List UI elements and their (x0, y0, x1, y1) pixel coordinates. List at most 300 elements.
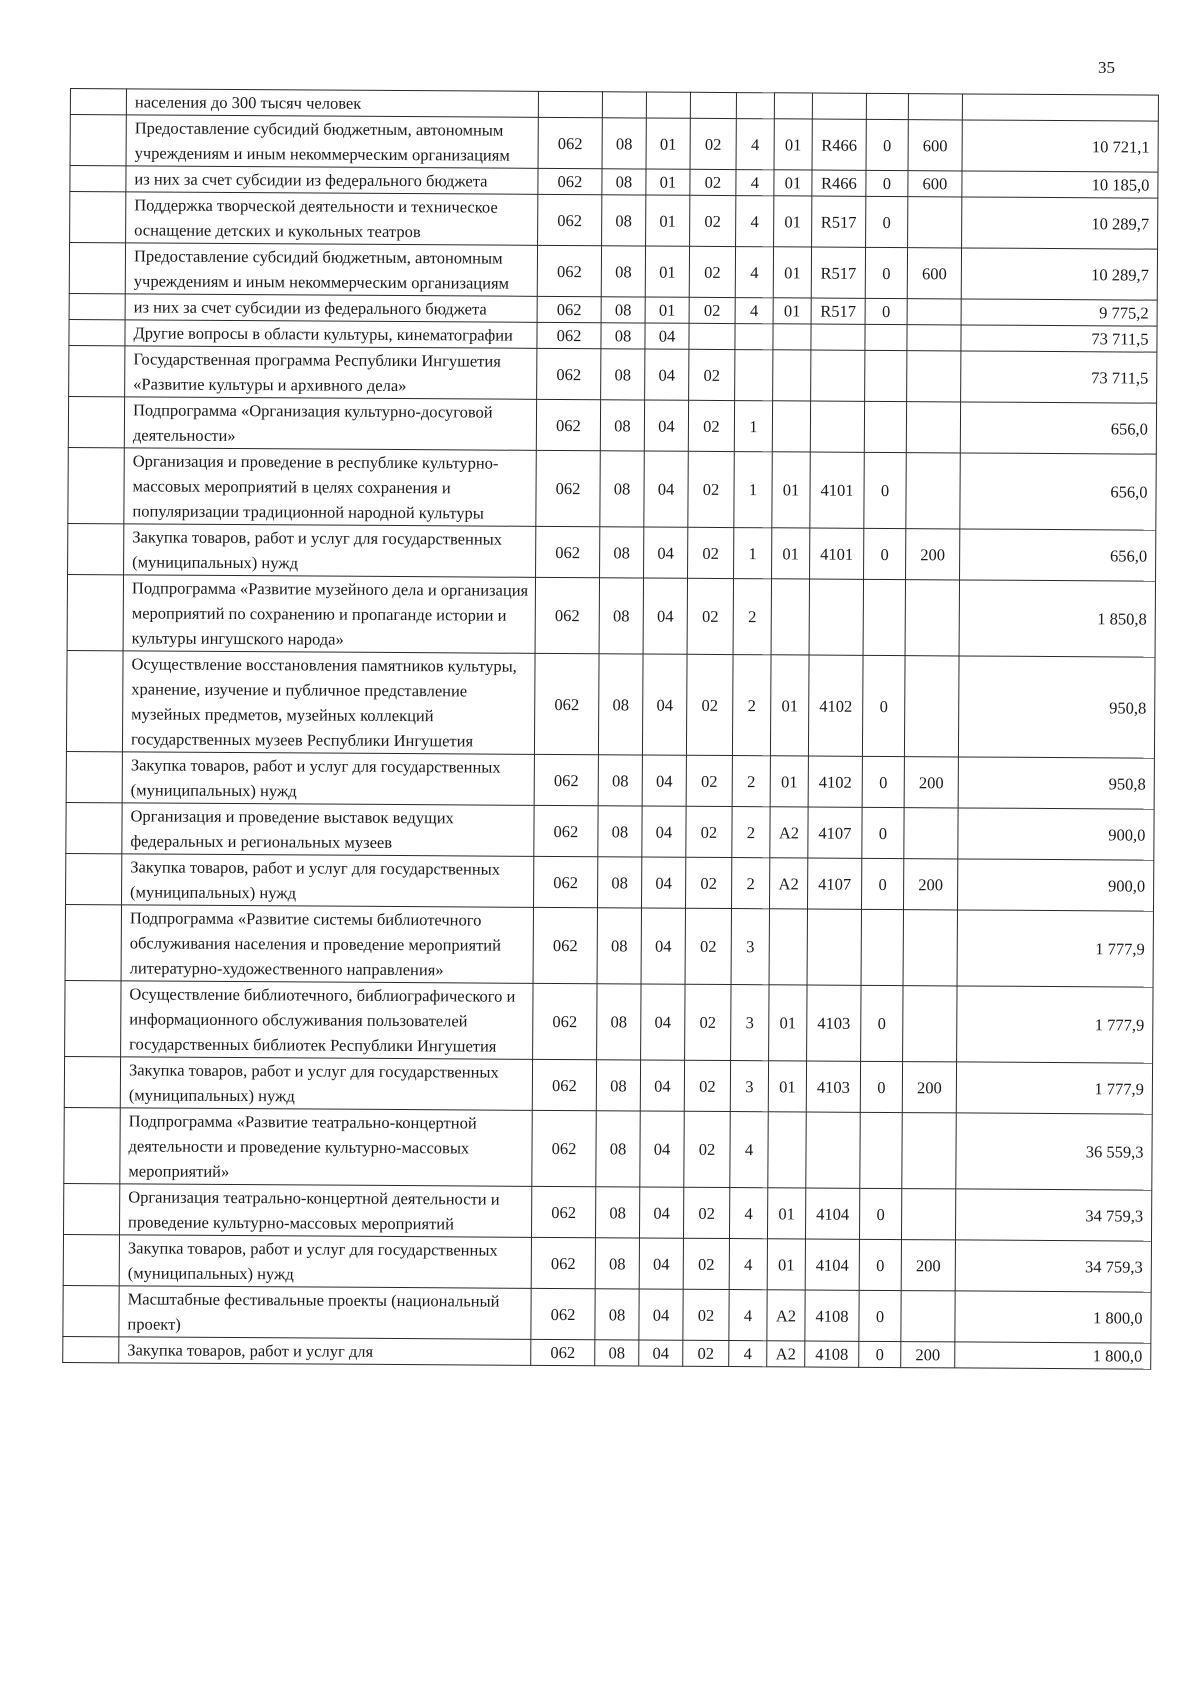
ministry-code-cell: 062 (536, 450, 600, 526)
ministry-code-cell: 062 (532, 1059, 596, 1110)
subsection-code-cell: 04 (641, 908, 685, 984)
expense-suffix-code-cell: 0 (861, 985, 903, 1061)
item-name-cell: Закупка товаров, работ и услуг для (119, 1337, 531, 1366)
section-code-cell: 08 (600, 527, 644, 578)
subprogram-code-cell: 4 (729, 1188, 767, 1239)
activity-code-cell: А2 (767, 1341, 805, 1367)
subsection-code-cell: 04 (640, 1111, 684, 1187)
subprogram-code-cell: 2 (731, 858, 769, 909)
subsection-code-cell: 04 (641, 984, 685, 1060)
table-row (66, 751, 1154, 809)
section-code-cell: 08 (601, 297, 645, 323)
ministry-code-cell: 062 (537, 348, 601, 399)
activity-code-cell: 01 (768, 1061, 806, 1112)
subprogram-code-cell (735, 324, 773, 350)
table-row (68, 447, 1156, 530)
subsection-code-cell: 04 (642, 857, 686, 908)
row-number-cell (69, 345, 125, 396)
table-row (66, 802, 1154, 860)
subsection-code-cell: 01 (646, 118, 690, 169)
expense-suffix-code-cell: 0 (859, 1188, 901, 1239)
expense-direction-code-cell: 4108 (805, 1341, 859, 1367)
row-number-cell (70, 192, 126, 243)
table-row (63, 1183, 1151, 1241)
subsection-code-cell: 04 (645, 323, 689, 349)
activity-code-cell: 01 (770, 756, 808, 807)
section-code-cell: 08 (598, 857, 642, 908)
activity-code-cell: 01 (767, 1188, 805, 1239)
item-name-cell: Закупка товаров, работ и услуг для государственных (муниципальных) нужд (122, 752, 534, 806)
row-number-cell (67, 574, 123, 650)
row-number-cell (68, 523, 124, 574)
program-code-cell: 02 (683, 1238, 729, 1289)
subsection-code-cell (646, 92, 690, 118)
section-code-cell: 08 (597, 908, 641, 984)
table-row (63, 1285, 1151, 1343)
budget-table (62, 88, 1159, 1370)
section-code-cell: 08 (602, 195, 646, 246)
amount-cell: 900,0 (958, 808, 1154, 860)
subsection-code-cell: 04 (642, 654, 687, 755)
expense-type-code-cell: 600 (907, 248, 961, 299)
amount-cell: 10 289,7 (962, 197, 1158, 249)
row-number-cell (69, 319, 125, 345)
expense-type-code-cell (906, 402, 960, 453)
expense-direction-code-cell: 4102 (808, 655, 863, 756)
row-number-cell (63, 1336, 119, 1362)
row-number-cell (70, 166, 126, 192)
table-row (68, 523, 1156, 581)
subsection-code-cell: 01 (645, 297, 689, 323)
section-code-cell: 08 (598, 654, 643, 755)
subsection-code-cell: 01 (646, 195, 690, 246)
row-number-cell (68, 447, 124, 523)
subprogram-code-cell: 4 (729, 1341, 767, 1367)
expense-direction-code-cell (810, 401, 864, 452)
amount-cell: 34 759,3 (955, 1189, 1151, 1241)
expense-type-code-cell (902, 1113, 956, 1189)
section-code-cell: 08 (602, 118, 646, 169)
activity-code-cell: А2 (769, 858, 807, 909)
section-code-cell: 08 (602, 169, 646, 195)
expense-suffix-code-cell: 0 (862, 756, 904, 807)
item-name-cell: Предоставление субсидий бюджетным, автономным учреждениям и иным некоммерческим организациям (125, 243, 537, 297)
subprogram-code-cell: 2 (732, 756, 770, 807)
expense-suffix-code-cell (861, 909, 903, 985)
ministry-code-cell: 062 (533, 907, 597, 983)
amount-cell: 950,8 (958, 656, 1155, 758)
amount-cell: 656,0 (960, 453, 1156, 530)
table-row (63, 1234, 1151, 1292)
program-code-cell: 02 (690, 169, 736, 195)
expense-direction-code-cell: 4108 (805, 1290, 859, 1341)
activity-code-cell: 01 (774, 119, 812, 170)
item-name-cell: Подпрограмма «Развитие музейного дела и организация мероприятий по сохранению и пропаганде истории и культуры ингушского народа» (123, 575, 535, 654)
program-code-cell: 02 (684, 1060, 730, 1111)
amount-cell: 1 850,8 (959, 580, 1155, 657)
expense-suffix-code-cell (865, 350, 907, 401)
program-code-cell: 02 (683, 1187, 729, 1238)
subprogram-code-cell: 3 (730, 1061, 768, 1112)
row-number-cell (65, 904, 121, 980)
expense-suffix-code-cell (866, 93, 908, 119)
ministry-code-cell: 062 (534, 805, 598, 856)
amount-cell: 9 775,2 (961, 299, 1157, 326)
subprogram-code-cell: 1 (734, 528, 772, 579)
section-code-cell: 08 (597, 984, 641, 1060)
expense-suffix-code-cell (860, 1112, 902, 1188)
expense-suffix-code-cell: 0 (864, 452, 906, 528)
activity-code-cell (768, 1112, 806, 1188)
subprogram-code-cell: 4 (736, 119, 774, 170)
subprogram-code-cell: 3 (731, 909, 769, 985)
section-code-cell: 08 (598, 806, 642, 857)
expense-type-code-cell (903, 910, 957, 986)
activity-code-cell: 01 (772, 528, 810, 579)
expense-suffix-code-cell: 0 (859, 1239, 901, 1290)
expense-suffix-code-cell: 0 (862, 655, 905, 756)
item-name-cell: Закупка товаров, работ и услуг для государственных (муниципальных) нужд (119, 1235, 531, 1289)
expense-direction-code-cell: R466 (812, 170, 866, 196)
ministry-code-cell: 062 (534, 653, 599, 754)
ministry-code-cell: 062 (531, 1186, 595, 1237)
activity-code-cell: 01 (773, 298, 811, 324)
activity-code-cell: А2 (770, 807, 808, 858)
subprogram-code-cell: 3 (731, 985, 769, 1061)
section-code-cell: 08 (595, 1187, 639, 1238)
expense-type-code-cell (903, 986, 957, 1062)
expense-direction-code-cell (812, 93, 866, 119)
ministry-code-cell: 062 (538, 194, 602, 245)
subprogram-code-cell: 4 (736, 196, 774, 247)
program-code-cell: 02 (688, 451, 734, 527)
expense-type-code-cell (904, 808, 958, 859)
row-number-cell (64, 1107, 120, 1183)
row-number-cell (63, 1234, 119, 1285)
item-name-cell: Закупка товаров, работ и услуг для государственных (муниципальных) нужд (122, 854, 534, 908)
program-code-cell: 02 (686, 857, 732, 908)
ministry-code-cell: 062 (537, 322, 601, 348)
expense-direction-code-cell: 4107 (808, 807, 862, 858)
expense-type-code-cell (901, 1189, 955, 1240)
table-row (70, 115, 1158, 173)
ministry-code-cell: 062 (534, 856, 598, 907)
amount-cell: 1 800,0 (955, 1291, 1151, 1343)
subprogram-code-cell (735, 350, 773, 401)
subsection-code-cell: 04 (639, 1238, 683, 1289)
amount-cell: 1 800,0 (955, 1342, 1151, 1369)
section-code-cell: 08 (595, 1340, 639, 1366)
expense-direction-code-cell (811, 324, 865, 350)
item-name-cell: Организация театрально-концертной деятельности и проведение культурно-массовых мероприятий (119, 1184, 531, 1238)
activity-code-cell: 01 (769, 985, 807, 1061)
row-number-cell (68, 396, 124, 447)
item-name-cell: Закупка товаров, работ и услуг для государственных (муниципальных) нужд (124, 524, 536, 578)
expense-suffix-code-cell: 0 (862, 807, 904, 858)
amount-cell: 656,0 (960, 529, 1156, 581)
row-number-cell (70, 89, 126, 115)
table-row (68, 396, 1156, 454)
expense-type-code-cell: 600 (908, 171, 962, 197)
subsection-code-cell: 04 (644, 451, 688, 527)
ministry-code-cell: 062 (536, 399, 600, 450)
subsection-code-cell: 04 (639, 1340, 683, 1366)
program-code-cell: 02 (689, 246, 735, 297)
expense-direction-code-cell (809, 579, 863, 655)
ministry-code-cell (538, 91, 602, 117)
program-code-cell: 02 (686, 755, 732, 806)
activity-code-cell: 01 (774, 170, 812, 196)
amount-cell: 73 711,5 (961, 325, 1157, 352)
program-code-cell: 02 (690, 195, 736, 246)
subsection-code-cell: 01 (645, 246, 689, 297)
expense-suffix-code-cell (863, 579, 905, 655)
program-code-cell: 02 (689, 297, 735, 323)
expense-type-code-cell (907, 325, 961, 351)
expense-type-code-cell (907, 299, 961, 325)
expense-direction-code-cell: 4103 (806, 1061, 860, 1112)
row-number-cell (66, 853, 122, 904)
program-code-cell: 02 (687, 578, 733, 654)
expense-direction-code-cell: R517 (812, 196, 866, 247)
section-code-cell: 08 (600, 451, 644, 527)
expense-direction-code-cell (811, 350, 865, 401)
subprogram-code-cell: 2 (732, 655, 771, 756)
expense-suffix-code-cell (865, 324, 907, 350)
expense-suffix-code-cell: 0 (864, 528, 906, 579)
program-code-cell: 02 (685, 908, 731, 984)
expense-direction-code-cell: R517 (811, 247, 865, 298)
subprogram-code-cell: 2 (732, 807, 770, 858)
ministry-code-cell: 062 (536, 526, 600, 577)
expense-type-code-cell (901, 1291, 955, 1342)
activity-code-cell (774, 93, 812, 119)
expense-type-code-cell: 200 (903, 859, 957, 910)
program-code-cell: 02 (684, 1111, 730, 1187)
table-row (63, 1336, 1151, 1369)
ministry-code-cell: 062 (531, 1288, 595, 1339)
activity-code-cell: А2 (767, 1290, 805, 1341)
table-row (67, 574, 1155, 657)
expense-type-code-cell: 200 (904, 757, 958, 808)
program-code-cell: 02 (689, 349, 735, 400)
row-number-cell (69, 293, 125, 319)
subsection-code-cell: 04 (642, 806, 686, 857)
program-code-cell: 02 (688, 400, 734, 451)
expense-direction-code-cell: 4101 (810, 452, 864, 528)
expense-direction-code-cell: R466 (812, 119, 866, 170)
ministry-code-cell: 062 (538, 168, 602, 194)
amount-cell: 36 559,3 (956, 1113, 1152, 1190)
subprogram-code-cell (736, 93, 774, 119)
expense-type-code-cell: 200 (901, 1240, 955, 1291)
expense-type-code-cell: 200 (901, 1342, 955, 1368)
table-row (66, 650, 1155, 758)
row-number-cell (64, 1056, 120, 1107)
ministry-code-cell: 062 (531, 1339, 595, 1365)
expense-direction-code-cell: 4104 (805, 1188, 859, 1239)
section-code-cell: 08 (596, 1060, 640, 1111)
amount-cell: 1 777,9 (957, 986, 1153, 1063)
amount-cell: 10 289,7 (961, 248, 1157, 300)
row-number-cell (66, 650, 123, 751)
section-code-cell: 08 (595, 1289, 639, 1340)
page-number: 35 (1098, 58, 1115, 77)
expense-suffix-code-cell: 0 (865, 298, 907, 324)
expense-type-code-cell (908, 197, 962, 248)
ministry-code-cell: 062 (537, 296, 601, 322)
amount-cell: 10 721,1 (962, 120, 1158, 172)
section-code-cell (602, 92, 646, 118)
item-name-cell: Подпрограмма «Развитие театрально-концертной деятельности и проведение культурно-массовых мероприятий» (120, 1108, 532, 1187)
ministry-code-cell: 062 (531, 1237, 595, 1288)
expense-suffix-code-cell: 0 (859, 1341, 901, 1367)
item-name-cell: Масштабные фестивальные проекты (национальный проект) (119, 1286, 531, 1340)
expense-suffix-code-cell: 0 (866, 196, 908, 247)
subsection-code-cell: 04 (644, 527, 688, 578)
expense-direction-code-cell: 4103 (807, 985, 861, 1061)
amount-cell: 10 185,0 (962, 171, 1158, 198)
expense-type-code-cell: 200 (902, 1062, 956, 1113)
subsection-code-cell: 04 (644, 400, 688, 451)
expense-suffix-code-cell: 0 (866, 119, 908, 170)
amount-cell: 73 711,5 (961, 351, 1157, 403)
section-code-cell: 08 (598, 755, 642, 806)
subsection-code-cell: 04 (639, 1289, 683, 1340)
ministry-code-cell: 062 (533, 983, 597, 1059)
program-code-cell: 02 (686, 654, 733, 755)
table-row (65, 980, 1153, 1063)
subprogram-code-cell: 4 (729, 1239, 767, 1290)
expense-direction-code-cell: 4101 (810, 528, 864, 579)
subsection-code-cell: 04 (645, 349, 689, 400)
expense-direction-code-cell: 4107 (807, 858, 861, 909)
row-number-cell (69, 243, 125, 294)
amount-cell: 1 777,9 (956, 1062, 1152, 1114)
amount-cell: 900,0 (957, 859, 1153, 911)
program-code-cell: 02 (688, 527, 734, 578)
row-number-cell (66, 802, 122, 853)
table-row (70, 192, 1158, 250)
program-code-cell: 02 (690, 118, 736, 169)
expense-direction-code-cell: 4104 (805, 1239, 859, 1290)
amount-cell: 34 759,3 (955, 1240, 1151, 1292)
activity-code-cell: 01 (770, 655, 809, 756)
table-row (64, 1107, 1152, 1190)
subprogram-code-cell: 4 (736, 170, 774, 196)
activity-code-cell (773, 350, 811, 401)
expense-suffix-code-cell: 0 (859, 1290, 901, 1341)
row-number-cell (65, 980, 121, 1056)
section-code-cell: 08 (599, 578, 643, 654)
expense-type-code-cell (905, 580, 959, 656)
subsection-code-cell: 04 (643, 578, 687, 654)
row-number-cell (63, 1285, 119, 1336)
amount-cell: 656,0 (960, 402, 1156, 454)
subprogram-code-cell: 2 (733, 579, 771, 655)
row-number-cell (63, 1183, 119, 1234)
activity-code-cell: 01 (767, 1239, 805, 1290)
table-row (64, 1056, 1152, 1114)
program-code-cell: 02 (685, 984, 731, 1060)
subprogram-code-cell: 4 (730, 1112, 768, 1188)
row-number-cell (70, 115, 126, 166)
ministry-code-cell: 062 (537, 245, 601, 296)
activity-code-cell: 01 (772, 452, 810, 528)
table-row (65, 904, 1153, 987)
item-name-cell: из них за счет субсидии из федерального бюджета (126, 166, 538, 195)
activity-code-cell: 01 (773, 247, 811, 298)
expense-direction-code-cell (806, 1112, 860, 1188)
activity-code-cell (771, 579, 809, 655)
expense-type-code-cell: 600 (908, 120, 962, 171)
activity-code-cell (773, 324, 811, 350)
expense-type-code-cell (908, 94, 962, 120)
subsection-code-cell: 04 (639, 1187, 683, 1238)
expense-direction-code-cell: 4102 (808, 756, 862, 807)
activity-code-cell: 01 (774, 196, 812, 247)
expense-suffix-code-cell: 0 (866, 170, 908, 196)
expense-type-code-cell (904, 656, 959, 757)
item-name-cell: Организация и проведение в республике культурно-массовых мероприятий в целях сохранения и популяризации традиционной народной культуры (124, 448, 536, 527)
program-code-cell: 02 (683, 1289, 729, 1340)
expense-direction-code-cell: R517 (811, 298, 865, 324)
table-body (63, 89, 1159, 1370)
item-name-cell: Организация и проведение выставок ведущих федеральных и региональных музеев (122, 803, 534, 857)
expense-suffix-code-cell: 0 (860, 1061, 902, 1112)
program-code-cell: 02 (686, 806, 732, 857)
item-name-cell: Другие вопросы в области культуры, кинематографии (125, 320, 537, 349)
section-code-cell: 08 (601, 323, 645, 349)
ministry-code-cell: 062 (534, 754, 598, 805)
row-number-cell (66, 751, 122, 802)
subprogram-code-cell: 4 (735, 298, 773, 324)
subsection-code-cell: 01 (646, 169, 690, 195)
activity-code-cell (772, 401, 810, 452)
expense-direction-code-cell (807, 909, 861, 985)
subprogram-code-cell: 4 (735, 247, 773, 298)
item-name-cell: Предоставление субсидий бюджетным, автономным учреждениям и иным некоммерческим организациям (126, 115, 538, 169)
item-name-cell: Подпрограмма «Организация культурно-досуговой деятельности» (124, 397, 536, 451)
expense-type-code-cell: 200 (906, 529, 960, 580)
subprogram-code-cell: 1 (734, 401, 772, 452)
expense-suffix-code-cell (864, 401, 906, 452)
section-code-cell: 08 (601, 349, 645, 400)
program-code-cell (690, 92, 736, 118)
item-name-cell: Поддержка творческой деятельности и техническое оснащение детских и кукольных театров (126, 192, 538, 246)
program-code-cell (689, 323, 735, 349)
item-name-cell: Закупка товаров, работ и услуг для государственных (муниципальных) нужд (120, 1057, 532, 1111)
amount-cell: 950,8 (958, 757, 1154, 809)
item-name-cell: из них за счет субсидии из федерального бюджета (125, 294, 537, 323)
subprogram-code-cell: 1 (734, 452, 772, 528)
section-code-cell: 08 (600, 400, 644, 451)
table-row (69, 345, 1157, 403)
section-code-cell: 08 (601, 246, 645, 297)
expense-suffix-code-cell: 0 (861, 858, 903, 909)
item-name-cell: Подпрограмма «Развитие системы библиотечного обслуживания населения и проведение мероприятий литературно-художественного направления» (121, 905, 533, 984)
subprogram-code-cell: 4 (729, 1290, 767, 1341)
subsection-code-cell: 04 (642, 755, 686, 806)
table-row (69, 243, 1157, 301)
item-name-cell: Государственная программа Республики Ингушетия «Развитие культуры и архивного дела» (125, 346, 537, 400)
section-code-cell: 08 (595, 1238, 639, 1289)
program-code-cell: 02 (683, 1340, 729, 1366)
expense-type-code-cell (906, 453, 960, 529)
item-name-cell: Осуществление библиотечного, библиографического и информационного обслуживания пользователей государственных библиотек Республики Ингушетия (121, 981, 533, 1060)
ministry-code-cell: 062 (538, 117, 602, 168)
expense-type-code-cell (907, 351, 961, 402)
